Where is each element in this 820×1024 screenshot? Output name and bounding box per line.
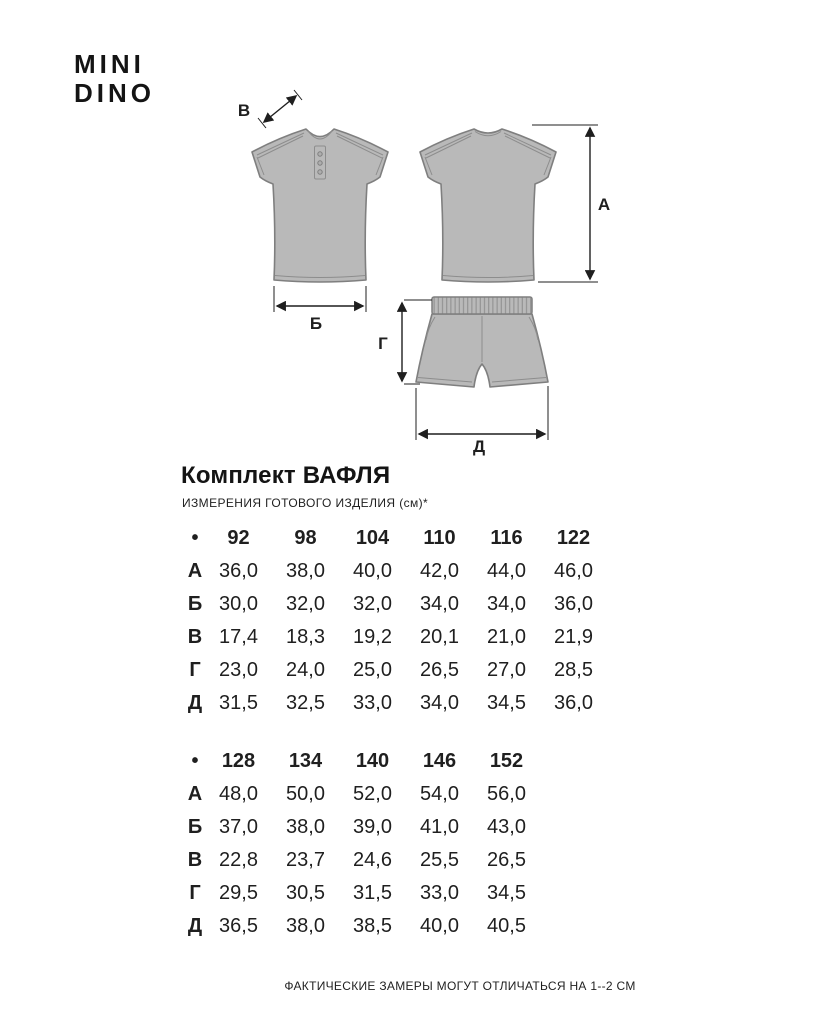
size-header-bullet: • [191,750,199,772]
measurement-value-cell: 29,5 [219,882,258,904]
measurement-value-cell: 34,0 [487,593,526,615]
size-table-large-sizes [185,745,540,943]
measure-v-arrow [264,96,296,122]
measurement-value-cell: 24,0 [286,659,325,681]
measurement-value-cell: 36,0 [554,692,593,714]
measurement-value-cell: 34,5 [487,882,526,904]
size-header-cell: 152 [489,750,524,772]
measure-label-g: Г [378,334,388,353]
size-header-cell: 140 [355,750,390,772]
disclaimer-note: ФАКТИЧЕСКИЕ ЗАМЕРЫ МОГУТ ОТЛИЧАТЬСЯ НА 1--2 СМ [284,979,636,993]
tshirt-back [420,129,556,282]
size-header-cell: 128 [221,750,256,772]
measurement-value-cell: 38,5 [353,915,392,937]
brand-logo [74,50,155,108]
measurement-value-cell: 40,0 [353,560,392,582]
size-header-cell: 116 [490,527,523,549]
measure-row-label: А [187,560,203,582]
measurement-value-cell: 18,3 [286,626,325,648]
measurement-value-cell: 42,0 [420,560,459,582]
measurement-value-cell: 41,0 [420,816,459,838]
measure-row-label: Г [189,882,201,904]
measurement-value-cell: 38,0 [286,816,325,838]
measurement-value-cell: 26,5 [487,849,526,871]
placket-button [318,152,322,156]
measurement-value-cell: 54,0 [420,783,459,805]
measurement-value-cell: 44,0 [487,560,526,582]
measurement-value-cell: 32,0 [286,593,325,615]
size-header-cell: 110 [423,527,456,549]
measurement-value-cell: 36,0 [554,593,593,615]
measurement-value-cell: 46,0 [554,560,593,582]
product-title: Комплект ВАФЛЯ [181,462,391,489]
measurement-value-cell: 43,0 [487,816,526,838]
measure-row-label: Д [187,915,203,937]
placket-button [318,161,322,165]
measurement-value-cell: 23,0 [219,659,258,681]
shorts-waistband [432,297,532,314]
size-header-cell: 134 [288,750,323,772]
measurement-value-cell: 48,0 [219,783,258,805]
measurement-value-cell: 38,0 [286,560,325,582]
measurement-value-cell: 33,0 [353,692,392,714]
measurement-value-cell: 25,0 [353,659,392,681]
size-header-cell: 146 [422,750,457,772]
measure-b-ticks [274,286,366,312]
size-header-cell: 98 [294,527,317,549]
placket-button [318,170,322,174]
size-header-cell: 92 [227,527,250,549]
measurement-value-cell: 27,0 [487,659,526,681]
measure-row-label: Д [187,692,203,714]
measurement-value-cell: 38,0 [286,915,325,937]
tshirt-front [252,129,388,282]
measurement-value-cell: 31,5 [219,692,258,714]
measurement-value-cell: 50,0 [286,783,325,805]
measurement-value-cell: 30,5 [286,882,325,904]
measurement-value-cell: 36,5 [219,915,258,937]
brand-logo-line1: MINI [74,49,145,79]
measurement-value-cell: 32,5 [286,692,325,714]
measurement-value-cell: 34,5 [487,692,526,714]
measurement-value-cell: 28,5 [554,659,593,681]
measurement-value-cell: 32,0 [353,593,392,615]
measurements-subtitle: ИЗМЕРЕНИЯ ГОТОВОГО ИЗДЕЛИЯ (см)* [182,496,429,510]
measure-d-ticks [416,386,548,440]
shorts [416,297,548,387]
measure-row-label: В [187,849,203,871]
size-header-cell: 122 [556,527,591,549]
measure-row-label: В [187,626,203,648]
measurement-value-cell: 17,4 [219,626,258,648]
measurement-value-cell: 56,0 [487,783,526,805]
measurement-value-cell: 21,9 [554,626,593,648]
measure-label-d: Д [472,437,486,456]
measurement-value-cell: 31,5 [353,882,392,904]
measurement-value-cell: 23,7 [286,849,325,871]
measure-row-label: Б [187,593,203,615]
measurement-value-cell: 25,5 [420,849,459,871]
measurement-value-cell: 39,0 [353,816,392,838]
size-header-cell: 104 [355,527,390,549]
measurement-value-cell: 37,0 [219,816,258,838]
brand-logo-line2: DINO [74,78,155,109]
measure-label-v: В [237,101,251,120]
measurement-value-cell: 21,0 [487,626,526,648]
measurement-value-cell: 24,6 [353,849,392,871]
measurement-value-cell: 30,0 [219,593,258,615]
measurement-value-cell: 22,8 [219,849,258,871]
measurement-value-cell: 20,1 [420,626,459,648]
measurement-value-cell: 26,5 [420,659,459,681]
measure-row-label: Г [189,659,201,681]
measurement-value-cell: 33,0 [420,882,459,904]
size-header-bullet: • [191,527,199,549]
measurement-value-cell: 36,0 [219,560,258,582]
tshirt-back-outline [420,129,556,282]
measurement-value-cell: 34,0 [420,593,459,615]
measurement-value-cell: 40,5 [487,915,526,937]
size-table-small-sizes [185,522,607,720]
measure-row-label: Б [187,816,203,838]
measurement-value-cell: 52,0 [353,783,392,805]
measure-label-b: Б [309,314,323,333]
garment-measurement-diagram [180,66,660,462]
measurement-value-cell: 40,0 [420,915,459,937]
measurement-value-cell: 19,2 [353,626,392,648]
measure-row-label: А [187,783,203,805]
measure-label-a: А [597,195,611,214]
measurement-value-cell: 34,0 [420,692,459,714]
